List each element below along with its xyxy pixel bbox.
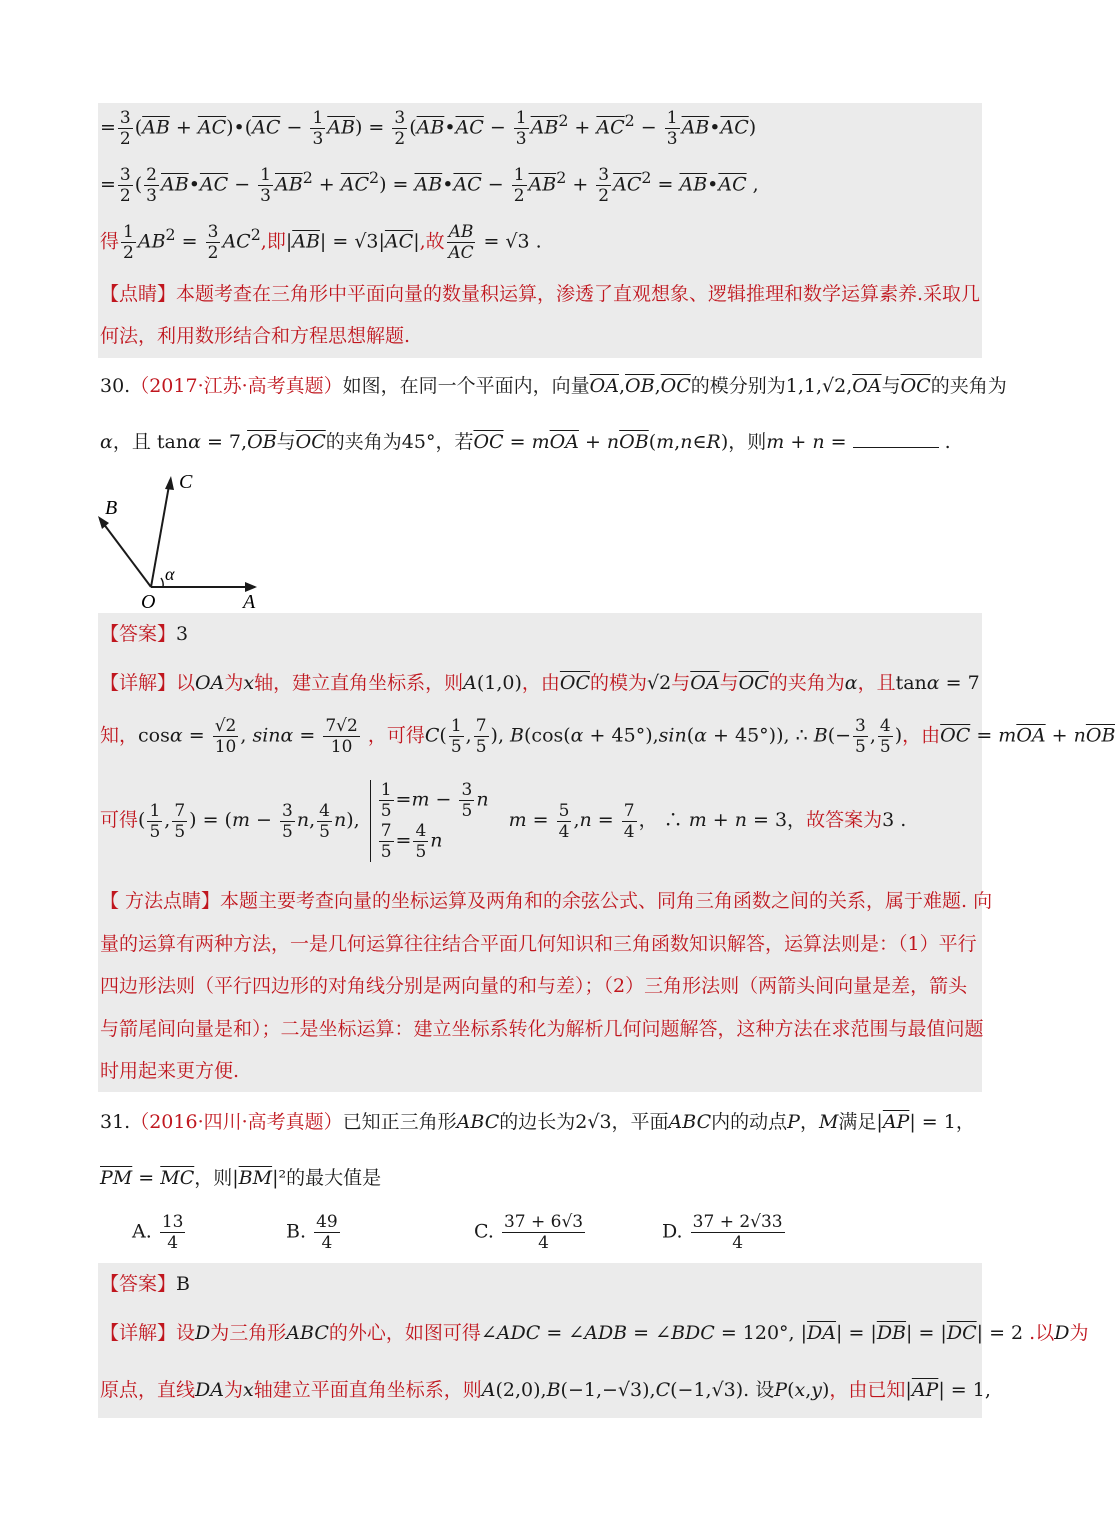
q30-method-line-4: 与箭尾间向量是和）；二是坐标运算：建立坐标系转化为解析几何问题解答，这种方法在求范围与最值问题: [100, 1018, 984, 1040]
prev-eq-line-1: = $\frac{3}{2}$ ($\overline{AB}$ + $\overline{AC})•(\overline{AC}$ − $\frac{1}{3}$ $\overline{AB}$) = $\frac{3}{2}$ ($\overline{AB}•\overline{AC}$ − $\frac{1}{3}$ $\overline{AB}^2 + \overline{AC}^2$ − $\frac{1}{3}$ $\overline{AB}•\overline{AC}$): [100, 108, 757, 149]
q31-stem-line-1: 31.（2016·四川·高考真题）已知正三角形ABC的边长为2√3，平面ABC内的动点P，M满足$|\overline{AP}| = 1$，: [100, 1111, 975, 1133]
q30-method-line-1: 【 方法点睛】本题主要考查向量的坐标运算及两角和的余弦公式、同角三角函数之间的关系，属于难题. 向: [100, 890, 993, 912]
vector-oc-arrow-icon: [165, 476, 174, 490]
label-a: A: [243, 591, 256, 613]
vector-ob-line: [100, 519, 151, 587]
q30-method-line-2: 量的运算有两种方法，一是几何运算往往结合平面几何知识和三角函数知识解答，运算法则是：（1）平行: [100, 933, 977, 955]
q30-method-line-5: 时用起来更方便.: [100, 1060, 240, 1082]
label-alpha: α: [165, 564, 175, 584]
prev-comment-line-1: 【点睛】本题考查在三角形中平面向量的数量积运算，渗透了直观想象、逻辑推理和数学运算素养.采取几: [100, 283, 981, 305]
q30-stem-line-2: α，且 $\tan\alpha = 7,\overline{OB}$与$\overline{OC}$的夹角为45°，若$\overline{OC} = m\overline{OA}$ + $n\overline{OB}(m,n\in R)$，则m + n = .: [100, 431, 951, 453]
q31-stem-line-2: $\overline{PM} = \overline{MC}$，则$|\overline{BM}|^2$的最大值是: [100, 1167, 382, 1189]
q30-detail-line-1: 【详解】以OA为x轴，建立直角坐标系，则A(1,0)，由$\overline{OC}$的模为√2与$\overline{OA}$与$\overline{OC}$的夹角为α，且tanα = 7: [100, 672, 980, 694]
label-c: C: [179, 471, 193, 493]
prev-eq-line-2: = $\frac{3}{2}$ ( $\frac{2}{3}$ $\overline{AB}•\overline{AC}$ − $\frac{1}{3}$ $\overline{AB}^2 + \overline{AC}^2$) = $\overline{AB}•\overline{AC}$ − $\frac{1}{2}$ $\overline{AB}^2$ + $\frac{3}{2}$ $\overline{AC}^2$ = $\overline{AB}•\overline{AC}$ ,: [100, 165, 759, 206]
angle-alpha-arc: [161, 578, 163, 587]
label-b: B: [105, 497, 118, 519]
q30-answer: 【答案】3: [100, 623, 189, 645]
q30-stem-line-1: 30.（2017·江苏·高考真题）如图，在同一个平面内，向量$\overline{OA},\overline{OB},\overline{OC}$的模分别为$1,1,√2,\overline{OA}$与$\overline{OC}$的夹角为: [100, 375, 1007, 397]
q31-option-c[interactable]: C. $\frac{37 + 6√3}{4}$: [474, 1212, 584, 1253]
prev-comment-line-2: 何法，利用数形结合和方程思想解题.: [100, 325, 411, 347]
q30-figure: [95, 466, 275, 616]
q31-option-b[interactable]: B. $\frac{49}{4}$: [286, 1212, 338, 1253]
q30-detail-line-3: 可得( $\frac{1}{5}$ , $\frac{7}{5}$ ) = (m − $\frac{3}{5}$ n, $\frac{4}{5}$ n), $\frac{1}{5}$ =m − $\frac{3}{5}$ n $\frac{7}{5}$ = $\frac{4}{5}$ n m = $\frac{5}{4}$ ,n = $\frac{7}{4}$ ， ∴ m + n = 3，故答案为3 .: [100, 780, 907, 862]
prev-eq-line-3: 得 $\frac{1}{2}$ $AB^2$ = $\frac{3}{2}$ $AC^2$,即$|\overline{AB}| = √3|\overline{AC}|$,故 $\frac{AB}{AC}$ = √3 .: [100, 222, 542, 263]
q31-detail-line-1: 【详解】设D为三角形ABC的外心，如图可得∠ADC = ∠ADB = ∠BDC = 120°, $|\overline{DA}| = |\overline{DB}| = |\overline{DC}| = 2$ .以D为: [100, 1322, 1089, 1344]
q30-detail-line-2: 知，cosα = $\frac{√2}{10}$ , sinα = $\frac{7√2}{10}$ ，可得C( $\frac{1}{5}$ , $\frac{7}{5}$ ), B(cos(α + 45°),sin(α + 45°)), ∴ B(− $\frac{3}{5}$ , $\frac{4}{5}$ )，由$\overline{OC} = m\overline{OA} + n\overline{OB}$: [100, 716, 1115, 757]
q31-option-a[interactable]: A. $\frac{13}{4}$: [132, 1212, 184, 1253]
q31-detail-line-2: 原点，直线DA为x轴建立平面直角坐标系，则A(2,0),B(−1,−√3),C(−1,√3). 设P(x,y)，由已知$|\overline{AP}| = 1$,: [100, 1379, 991, 1401]
q30-method-line-3: 四边形法则（平行四边形的对角线分别是两向量的和与差）；（2）三角形法则（两箭头间向量是差，箭头: [100, 975, 968, 997]
label-o: O: [141, 591, 156, 613]
q31-option-d[interactable]: D. $\frac{37 + 2√33}{4}$: [662, 1212, 783, 1253]
q31-answer: 【答案】B: [100, 1273, 190, 1295]
